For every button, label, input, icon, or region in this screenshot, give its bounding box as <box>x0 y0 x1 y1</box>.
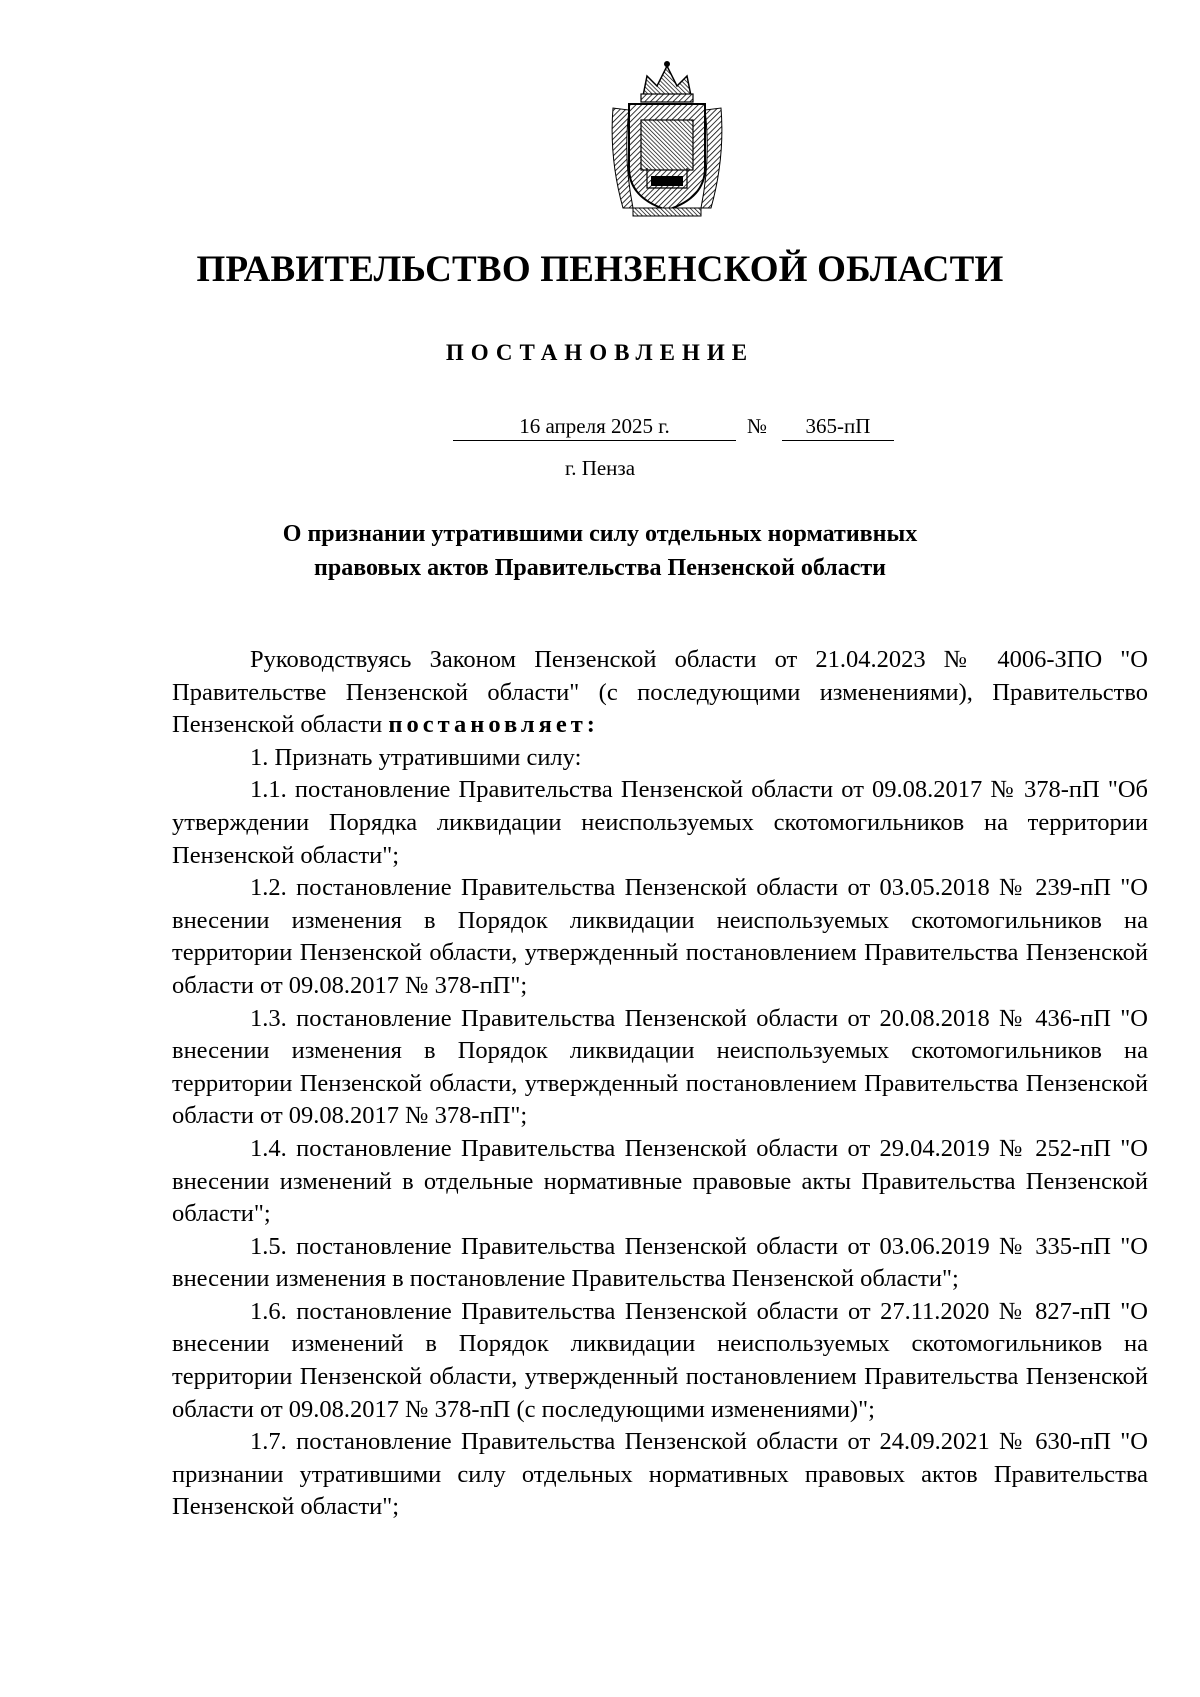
document-number: 365-пП <box>782 412 894 441</box>
document-type: ПОСТАНОВЛЕНИЕ <box>445 340 755 365</box>
item-1-5: 1.5. постановление Правительства Пензенской области от 03.06.2019 № 335-пП "О внесении изменения в постановление Правительства Пензенской области"; <box>172 1232 1148 1293</box>
government-title: ПРАВИТЕЛЬСТВО ПЕНЗЕНСКОЙ ОБЛАСТИ <box>196 249 1004 290</box>
subject-line-1: О признании утратившими силу отдельных нормативных <box>282 521 918 547</box>
document-body <box>172 644 1148 1524</box>
item-1-4: 1.4. постановление Правительства Пензенской области от 29.04.2019 № 252-пП "О внесении изменений в отдельные нормативные правовые акты Правительства Пензенской области"; <box>172 1134 1148 1228</box>
item-1-1: 1.1. постановление Правительства Пензенской области от 09.08.2017 № 378-пП "Об утверждении Порядка ликвидации неиспользуемых скотомогильников на территории Пензенской области"; <box>172 776 1148 869</box>
preamble-paragraph <box>172 644 1148 742</box>
document-date: 16 апреля 2025 г. <box>453 412 736 441</box>
number-sign: № <box>747 414 768 438</box>
item-1-3: 1.3. постановление Правительства Пензенской области от 20.08.2018 № 436-пП "О внесении изменения в Порядок ликвидации неиспользуемых скотомогильников на территории Пензенской области, утвержденный постановлением Правительства Пензенской области от 09.08.2017 № 378-пП"; <box>172 1004 1148 1130</box>
item-1-2: 1.2. постановление Правительства Пензенской области от 03.05.2018 № 239-пП "О внесении изменения в Порядок ликвидации неиспользуемых скотомогильников на территории Пензенской области, утвержденный постановлением Правительства Пензенской области от 09.08.2017 № 378-пП"; <box>172 874 1148 999</box>
coat-of-arms-emblem-icon <box>603 58 731 218</box>
subject-line-2: правовых актов Правительства Пензенской области <box>314 555 886 581</box>
item-1-6: 1.6. постановление Правительства Пензенской области от 27.11.2020 № 827-пП "О внесении изменений в Порядок ликвидации неиспользуемых скотомогильников на территории Пензенской области, утвержденный постановлением Правительства Пензенской области от 09.08.2017 № 378-пП (с последующими изменениями)"; <box>172 1297 1148 1423</box>
document-subject <box>200 517 1000 585</box>
date-number-line <box>0 412 1200 446</box>
resolves-word: постановляет: <box>388 711 599 739</box>
item-1-7: 1.7. постановление Правительства Пензенской области от 24.09.2021 № 630-пП "О признании утратившими силу отдельных нормативных правовых актов Правительства Пензенской области"; <box>172 1428 1148 1521</box>
document-city: г. Пенза <box>564 456 636 480</box>
item-1: 1. Признать утратившими силу: <box>250 743 582 771</box>
preamble-text: Руководствуясь Законом Пензенской области от 21.04.2023 № 4006-ЗПО "О Правительстве Пензенской области" (с последующими изменениями), Правительство Пензенской области <box>172 646 1148 739</box>
